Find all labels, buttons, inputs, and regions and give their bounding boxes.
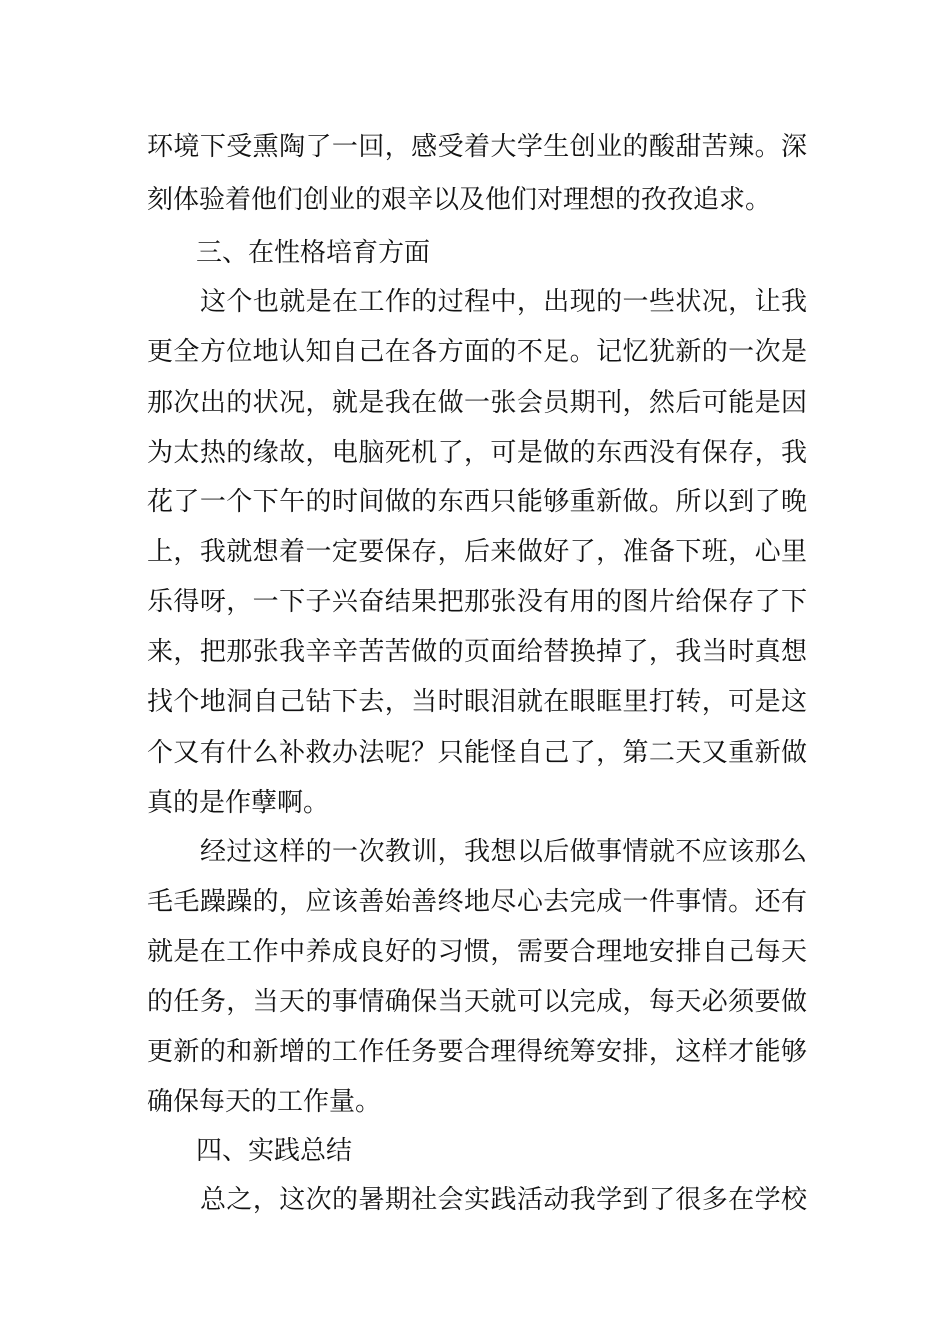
text-line: 的任务，当天的事情确保当天就可以完成，每天必须要做 <box>147 987 807 1017</box>
text-line: 那次出的状况，就是我在做一张会员期刊，然后可能是因 <box>147 388 807 418</box>
text-line: 为太热的缘故，电脑死机了，可是做的东西没有保存，我 <box>147 438 807 468</box>
paragraph-first-line: 总之，这次的暑期社会实践活动我学到了很多在学校 <box>200 1185 807 1215</box>
paragraph-first-line: 这个也就是在工作的过程中，出现的一些状况，让我 <box>200 287 807 317</box>
text-line: 来，把那张我辛辛苦苦做的页面给替换掉了，我当时真想 <box>147 637 807 667</box>
paragraph-first-line: 经过这样的一次教训，我想以后做事情就不应该那么 <box>200 837 807 867</box>
text-line: 乐得呀，一下子兴奋结果把那张没有用的图片给保存了下 <box>147 587 807 617</box>
section-heading: 四、实践总结 <box>196 1136 353 1166</box>
text-line: 刻体验着他们创业的艰辛以及他们对理想的孜孜追求。 <box>147 185 772 215</box>
section-heading: 三、在性格培育方面 <box>196 238 431 268</box>
text-line: 更新的和新增的工作任务要合理得统筹安排，这样才能够 <box>147 1037 807 1067</box>
text-line: 个又有什么补救办法呢？只能怪自己了，第二天又重新做 <box>147 738 807 768</box>
text-line: 找个地洞自己钻下去，当时眼泪就在眼眶里打转，可是这 <box>147 687 807 717</box>
text-line: 更全方位地认知自己在各方面的不足。记忆犹新的一次是 <box>147 337 807 367</box>
text-line: 上，我就想着一定要保存，后来做好了，准备下班，心里 <box>147 537 807 567</box>
text-line: 花了一个下午的时间做的东西只能够重新做。所以到了晚 <box>147 487 807 517</box>
text-line: 确保每天的工作量。 <box>147 1087 382 1117</box>
text-line: 毛毛躁躁的，应该善始善终地尽心去完成一件事情。还有 <box>147 887 807 917</box>
text-line: 就是在工作中养成良好的习惯，需要合理地安排自己每天 <box>147 937 807 967</box>
text-line: 真的是作孽啊。 <box>147 788 330 818</box>
text-line: 环境下受熏陶了一回，感受着大学生创业的酸甜苦辣。深 <box>147 132 807 162</box>
